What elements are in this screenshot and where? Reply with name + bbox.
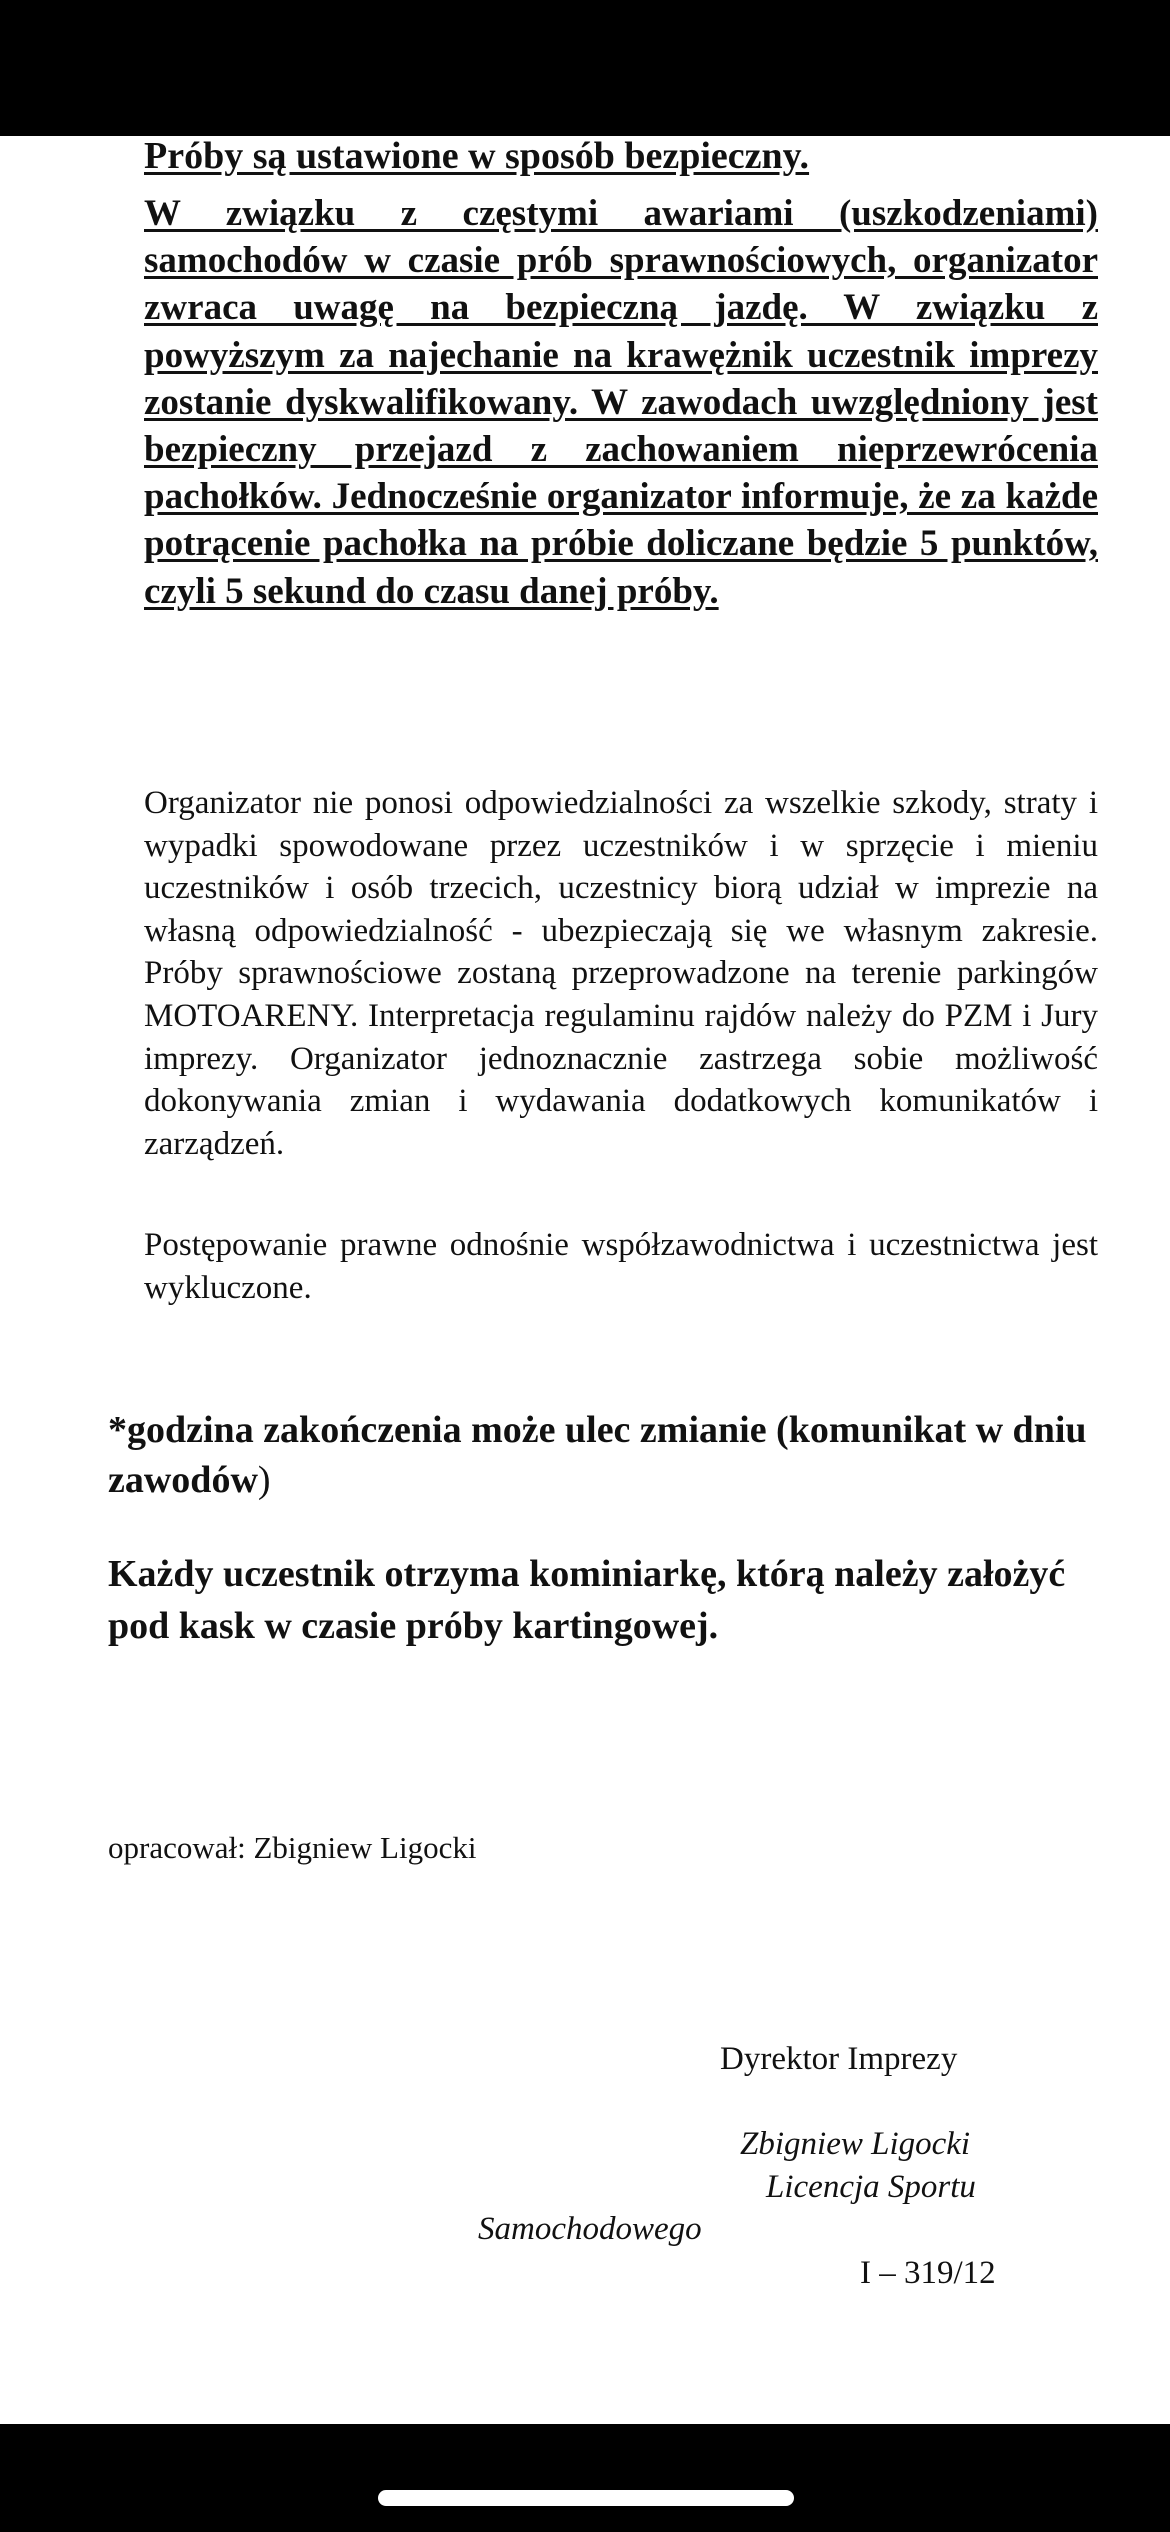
safety-heading: Próby są ustawione w sposób bezpieczny. [144, 135, 810, 177]
end-time-note-text: *godzina zakończenia może ulec zmianie (komunikat w dniu zawodów [108, 1409, 1087, 1501]
legal-paragraph: Postępowanie prawne odnośnie współzawodnictwa i uczestnictwa jest wykluczone. [144, 1227, 1098, 1306]
signature-name: Zbigniew Ligocki [740, 2126, 971, 2162]
signature-license-line1: Licencja Sportu [766, 2169, 976, 2205]
bottom-bar-area [0, 2424, 1170, 2532]
signature-role: Dyrektor Imprezy [720, 2041, 958, 2077]
prepared-by: opracował: Zbigniew Ligocki [108, 1830, 477, 1865]
signature-license-number: I – 319/12 [860, 2255, 996, 2291]
end-time-note [108, 1405, 1098, 1505]
home-indicator[interactable] [378, 2490, 794, 2506]
disclaimer-paragraph: Organizator nie ponosi odpowiedzialności za wszelkie szkody, straty i wypadki spowodowane przez uczestników i w sprzęcie i mieniu uczestników i osób trzecich, uczestnicy biorą udział w imprezie na własną odpowiedzialność - ubezpieczają się we własnym zakresie. Próby sprawnościowe zostaną przeprowadzone na terenie parkingów MOTOARENY. Interpretacja regulaminu rajdów należy do PZM i Jury imprezy. Organizator jednoznacznie zastrzega sobie możliwość dokonywania zmian i wydawania dodatkowych komunikatów i zarządzeń. [144, 785, 1098, 1162]
balaclava-note: Każdy uczestnik otrzyma kominiarkę, którą należy założyć pod kask w czasie próby kartingowej. [108, 1553, 1066, 1647]
end-time-note-close: ) [257, 1459, 271, 1501]
signature-license-line2: Samochodowego [478, 2211, 702, 2247]
warning-paragraph: W związku z częstymi awariami (uszkodzeniami) samochodów w czasie prób sprawnościowych, organizator zwraca uwagę na bezpieczną jazdę. W związku z powyższym za najechanie na krawężnik uczestnik imprezy zostanie dyskwalifikowany. W zawodach uwzględniony jest bezpieczny przejazd z zachowaniem nieprzewrócenia pachołków. Jednocześnie organizator informuje, że za każde potrącenie pachołka na próbie doliczane będzie 5 punktów, czyli 5 sekund do czasu danej próby. [144, 193, 1098, 612]
